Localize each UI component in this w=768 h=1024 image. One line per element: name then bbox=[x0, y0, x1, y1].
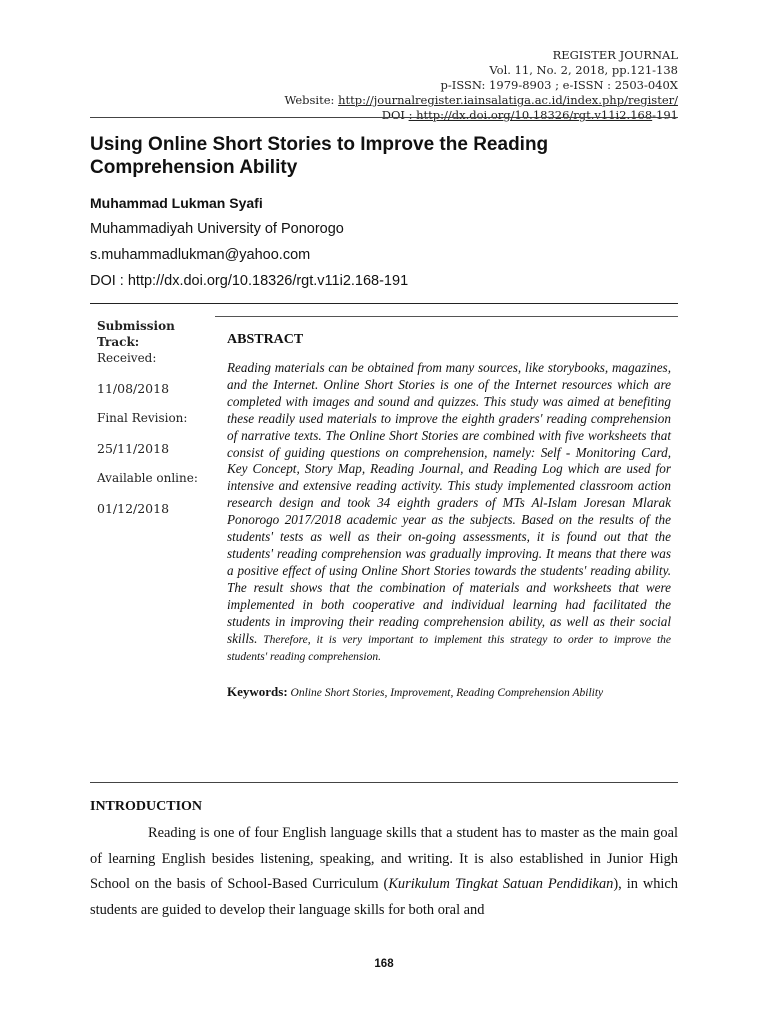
doi-link[interactable]: : http://dx.doi.org/10.18326/rgt.v11i2.168 bbox=[408, 108, 653, 122]
available-online-label: Available online: bbox=[97, 471, 198, 485]
journal-doi bbox=[284, 108, 678, 123]
abstract-inner-divider bbox=[215, 316, 678, 317]
header-divider bbox=[90, 117, 678, 118]
intro-text-italic: Kurikulum Tingkat Satuan Pendidikan bbox=[388, 876, 614, 892]
received-date: 11/08/2018 bbox=[97, 381, 170, 396]
doi-suffix: -191 bbox=[652, 108, 678, 122]
website-label: Website: bbox=[284, 93, 339, 107]
abstract-section bbox=[227, 332, 671, 701]
introduction-paragraph bbox=[90, 821, 678, 923]
intro-text-2: ), in which students are guided to develop their language skills for both oral and bbox=[90, 876, 679, 918]
received-label: Received: bbox=[97, 351, 157, 365]
introduction-heading: INTRODUCTION bbox=[90, 799, 203, 814]
journal-volume: Vol. 11, No. 2, 2018, pp.121-138 bbox=[489, 63, 678, 77]
website-link[interactable]: http://journalregister.iainsalatiga.ac.id/index.php/register/ bbox=[338, 93, 678, 107]
abstract-bottom-divider bbox=[90, 782, 678, 783]
abstract-heading: ABSTRACT bbox=[227, 332, 304, 347]
abstract-body bbox=[227, 360, 671, 666]
submission-heading: Submission Track: bbox=[97, 319, 175, 349]
submission-track bbox=[97, 318, 207, 530]
journal-header bbox=[284, 48, 678, 123]
keywords-label: Keywords: bbox=[227, 684, 288, 700]
author-email: s.muhammadlukman@yahoo.com bbox=[90, 247, 311, 263]
final-revision-label: Final Revision: bbox=[97, 411, 188, 425]
available-online-date: 01/12/2018 bbox=[97, 501, 170, 516]
final-revision-date: 25/11/2018 bbox=[97, 441, 170, 456]
author-block bbox=[90, 190, 408, 294]
abstract-text: Reading materials can be obtained from many sources, like storybooks, magazines, and the Internet. Online Short Stories is one of the Internet resources which are completed with images and sound and quizzes. This study was aimed at benefiting these readily used materials to improve the eighth graders' reading comprehension of narrative texts. The Online Short Stories are combined with five worksheets that consist of guiding questions on comprehension, namely: Self - Monitoring Card, Key Concept, Story Map, Reading Journal, and Reading Log which are used for intensive and extensive reading activity. This study implemented classroom action research design and took 34 eighth graders of MTs Al-Islam Joresan Mlarak Ponorogo 2017/2018 academic year as the subjects. Based on the results of the students' tests as well as their on-going assessments, it is found out that the students' reading comprehension was gradually improving. It means that there was a positive effect of using Online Short Stories towards the students' reading ability. The result shows that the combination of materials and worksheets that were implemented in both cooperative and individual learning had facilitated the students in improving their reading comprehension ability, as well as their social skills. bbox=[227, 360, 671, 646]
intro-text-1: Reading is one of four English language skills that a student has to master as the main goal of learning English besides listening, speaking, and writing. It is also established in Junior High School on the basis of School-Based Curriculum ( bbox=[90, 825, 678, 892]
article-doi: DOI : http://dx.doi.org/10.18326/rgt.v11i2.168-191 bbox=[90, 273, 409, 289]
keywords-list: Online Short Stories, Improvement, Reading Comprehension Ability bbox=[287, 687, 604, 700]
journal-name: REGISTER JOURNAL bbox=[552, 48, 678, 62]
page-number: 168 bbox=[374, 958, 394, 970]
journal-website bbox=[284, 93, 678, 108]
journal-issn: p-ISSN: 1979-8903 ; e-ISSN : 2503-040X bbox=[440, 78, 678, 92]
article-title: Using Online Short Stories to Improve the Reading Comprehension Ability bbox=[90, 134, 549, 178]
doi-label: DOI bbox=[381, 108, 409, 122]
author-name: Muhammad Lukman Syafi bbox=[90, 195, 263, 211]
abstract-top-divider bbox=[90, 303, 678, 304]
abstract-text-tail: Therefore, it is very important to implement this strategy to order to improve the students' reading comprehension. bbox=[227, 633, 671, 664]
keywords bbox=[227, 684, 671, 701]
author-affiliation: Muhammadiyah University of Ponorogo bbox=[90, 221, 344, 237]
